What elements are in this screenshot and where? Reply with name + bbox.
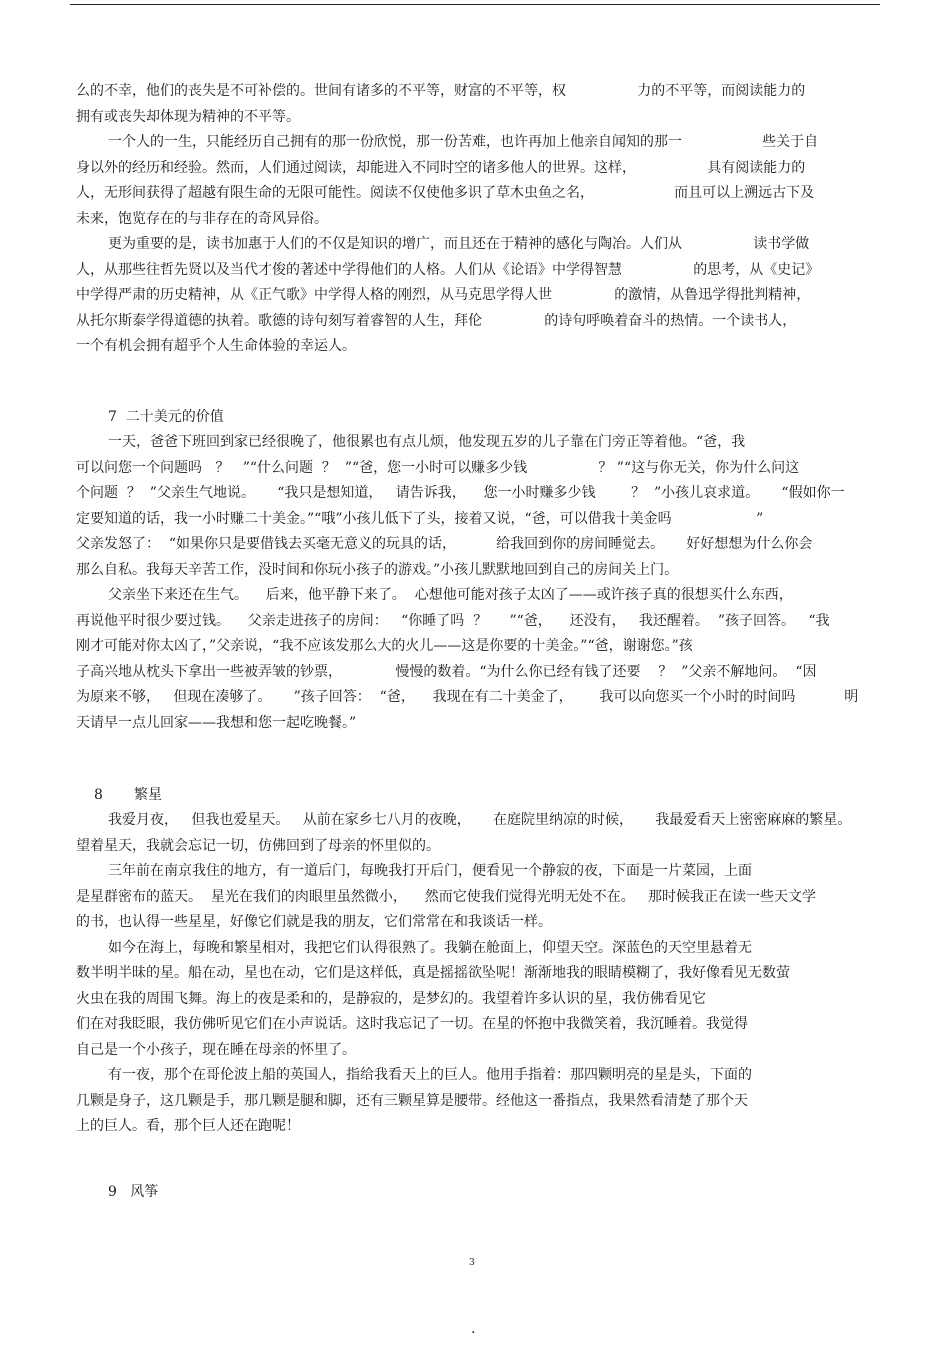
text-line: 火虫在我的周围飞舞。海上的夜是柔和的，是静寂的，是梦幻的。我望着许多认识的星，我仿佛看见它: [76, 990, 706, 1007]
text-line: 未来，饱览存在的与非存在的奇风异俗。: [76, 210, 328, 227]
text-line: 父亲发怒了： “如果你只是要借钱去买毫无意义的玩具的话， 给我回到你的房间睡觉去。 好好想想为什么你会: [76, 536, 813, 552]
text-line: 自己是一个小孩子，现在睡在母亲的怀里了。: [76, 1041, 356, 1058]
text-line: 么的不幸，他们的丧失是不可补偿的。世间有诸多的不平等，财富的不平等，权 力的不平等，而阅读能力的: [76, 83, 806, 99]
text-line: 子高兴地从枕头下拿出一些被弄皱的钞票， 慢慢的数着。“为什么你已经有钱了还要 ？ ”父亲不解地问。 “因: [76, 663, 817, 680]
header-rule: [70, 4, 880, 5]
text-line: 望着星天，我就会忘记一切，仿佛回到了母亲的怀里似的。: [76, 837, 440, 854]
text-line: 拥有或丧失却体现为精神的不平等。: [76, 108, 300, 125]
footer-dot: .: [471, 1321, 476, 1337]
text-line: 一个有机会拥有超乎个人生命体验的幸运人。: [76, 338, 356, 354]
text-line: 三年前在南京我住的地方，有一道后门，每晚我打开后门，便看见一个静寂的夜，下面是一片菜园，上面: [108, 863, 752, 879]
text-line: 如今在海上，每晚和繁星相对，我把它们认得很熟了。我躺在舱面上，仰望天空。深蓝色的天空里悬着无: [108, 939, 752, 956]
text-line: 天请早一点儿回家——我想和您一起吃晚餐。”: [76, 714, 357, 731]
text-line: 一天，爸爸下班回到家已经很晚了，他很累也有点儿烦，他发现五岁的儿子靠在门旁正等着他。“爸，我: [108, 434, 746, 450]
text-line: 那么自私。我每天辛苦工作，没时间和你玩小孩子的游戏。”小孩儿默默地回到自己的房间关上门。: [76, 561, 679, 578]
text-line: 再说他平时很少要过钱。 父亲走进孩子的房间： “你睡了吗 ？ ”“爸， 还没有， 我还醒着。 ”孩子回答。 “我: [76, 612, 830, 629]
section-heading-s7: 7 二十美元的价值: [108, 409, 224, 425]
text-line: 几颗是身子，这几颗是手，那几颗是腿和脚，还有三颗星算是腰带。经他这一番指点，我果然看清楚了那个天: [76, 1092, 748, 1109]
text-line: 父亲坐下来还在生气。 后来，他平静下来了。 心想他可能对孩子太凶了——或许孩子真的很想买什么东西，: [108, 587, 793, 603]
page-number: 3: [469, 1258, 475, 1268]
text-line: 从托尔斯泰学得道德的执着。歌德的诗句刻写着睿智的人生，拜伦 的诗句呼唤着奋斗的热情。一个读书人，: [76, 312, 797, 329]
text-line: 为原来不够， 但现在凑够了。 ”孩子回答： “爸， 我现在有二十美金了， 我可以向您买一个小时的时间吗 明: [76, 689, 859, 705]
text-line: 有一夜，那个在哥伦波上船的英国人，指给我看天上的巨人。他用手指着：那四颗明亮的星是头，下面的: [108, 1067, 752, 1083]
text-line: 中学得严肃的历史精神，从《正气歌》中学得人格的刚烈，从马克思学得人世 的激情，从鲁迅学得批判精神，: [76, 287, 811, 303]
text-line: 更为重要的是，读书加惠于人们的不仅是知识的增广，而且还在于精神的感化与陶冶。人们从 读书学做: [108, 236, 810, 252]
section-heading-s9: 9 风筝: [108, 1184, 159, 1200]
text-line: 一个人的一生，只能经历自己拥有的那一份欣悦，那一份苦难，也许再加上他亲自闻知的那一 些关于自: [108, 134, 819, 150]
text-line: 们在对我眨眼，我仿佛听见它们在小声说话。这时我忘记了一切。在星的怀抱中我微笑着，我沉睡着。我觉得: [76, 1016, 748, 1032]
text-line: 人，无形间获得了超越有限生命的无限可能性。阅读不仅使他多识了草木虫鱼之名， 而且可以上溯远古下及: [76, 185, 815, 201]
text-line: 我爱月夜， 但我也爱星天。 从前在家乡七八月的夜晚， 在庭院里纳凉的时候， 我最爱看天上密密麻麻的繁星。: [108, 812, 852, 828]
text-line: 上的巨人。看，那个巨人还在跑呢！: [76, 1118, 300, 1134]
text-line: 个问题 ？ ”父亲生气地说。 “我只是想知道， 请告诉我， 您一小时赚多少钱 ？ ”小孩儿哀求道。 “假如你一: [76, 485, 845, 501]
text-line: 定要知道的话，我一小时赚二十美金。”“哦”小孩儿低下了头，接着又说，“爸，可以借我十美金吗 ”: [76, 510, 764, 527]
text-line: 的书，也认得一些星星，好像它们就是我的朋友，它们常常在和我谈话一样。: [76, 914, 552, 930]
section-heading-s8: 8 繁星: [94, 787, 163, 803]
text-line: 刚才可能对你太凶了，”父亲说，“我不应该发那么大的火儿——这是你要的十美金。”“爸，谢谢您。”孩: [76, 638, 693, 654]
text-line: 是星群密布的蓝天。 星光在我们的肉眼里虽然微小， 然而它使我们觉得光明无处不在。 那时候我正在读一些天文学: [76, 888, 817, 905]
text-line: 可以问您一个问题吗 ？ ”“什么问题 ？ ”“爸，您一小时可以赚多少钱 ？ ”“这与你无关，你为什么问这: [76, 459, 800, 476]
text-line: 身以外的经历和经验。然而，人们通过阅读，却能进入不同时空的诸多他人的世界。这样， 具有阅读能力的: [76, 159, 806, 176]
text-line: 人，从那些往哲先贤以及当代才俊的著述中学得他们的人格。人们从《论语》中学得智慧 的思考，从《史记》: [76, 261, 820, 278]
text-line: 数半明半昧的星。船在动，星也在动，它们是这样低，真是摇摇欲坠呢！渐渐地我的眼睛模糊了，我好像看见无数萤: [76, 965, 790, 981]
